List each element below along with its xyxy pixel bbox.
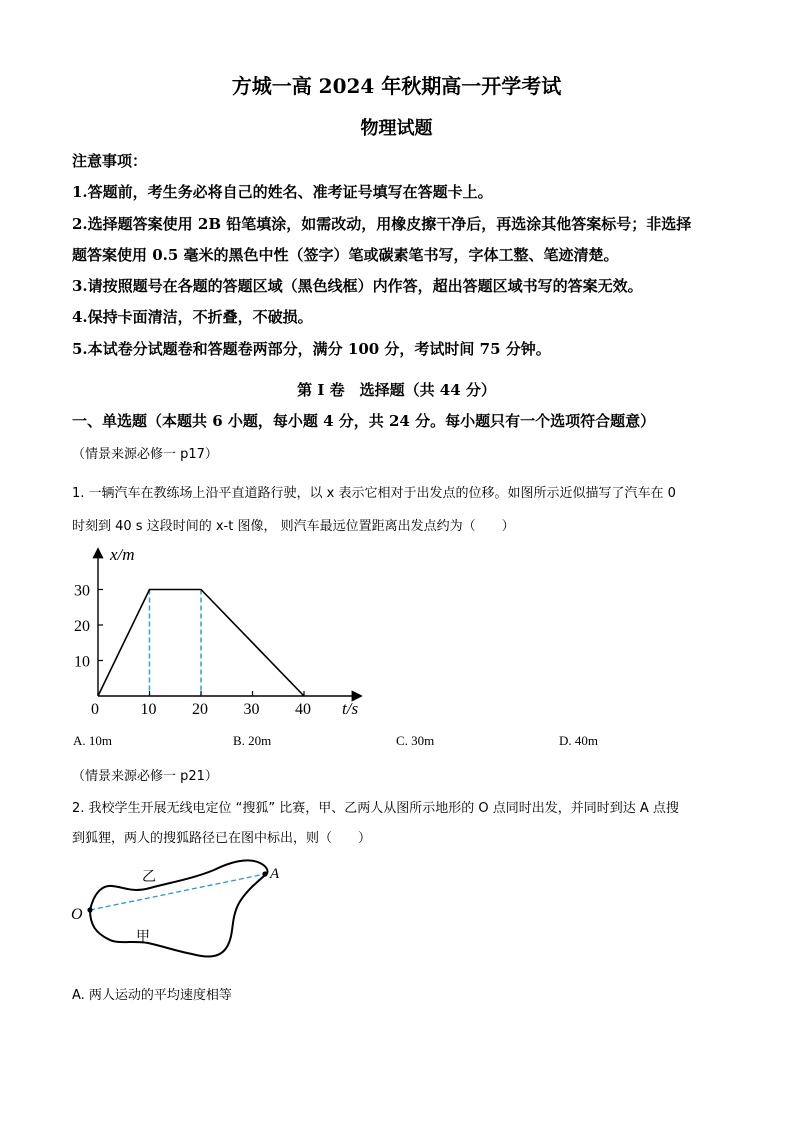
q2-text-line1: 2. 我校学生开展无线电定位 “搜狐” 比赛，甲、乙两人从图所示地形的 O 点同时出发，并同时到达 A 点搜 (72, 801, 679, 816)
q1-source: （情景来源必修一 p17） (72, 447, 218, 462)
q1-text-line1: 1. 一辆汽车在教练场上沿平直道路行驶，以 x 表示它相对于出发点的位移。如图所示近似描写了汽车在 0 (72, 486, 676, 501)
note-item: 题答案使用 0.5 毫米的黑色中性（签字）笔或碳素笔书写，字体工整、笔迹清楚。 (72, 246, 619, 264)
page-title: 方城一高 2024 年秋期高一开学考试 (231, 74, 562, 98)
q2-source: （情景来源必修一 p21） (72, 769, 218, 784)
x-tick-label: 30 (243, 701, 260, 718)
notes-heading: 注意事项： (72, 152, 148, 170)
page-subtitle: 物理试题 (360, 118, 433, 139)
label-o: O (71, 906, 83, 923)
q1-text-line2: 时刻到 40 s 这段时间的 x-t 图像， 则汽车最远位置距离出发点约为（ ） (72, 519, 515, 534)
label-jia: 甲 (136, 930, 150, 945)
y-axis-label: x/m (110, 545, 135, 564)
q2-text-line2: 到狐狸，两人的搜狐路径已在图中标出，则（ ） (72, 831, 372, 846)
y-tick-label: 30 (74, 582, 90, 600)
label-yi: 乙 (142, 870, 156, 885)
note-item: 3.请按照题号在各题的答题区域（黑色线框）内作答，超出答题区域书写的答案无效。 (72, 277, 643, 295)
note-item: 5.本试卷分试题卷和答题卷两部分，满分 100 分，考试时间 75 分钟。 (72, 340, 551, 358)
section-heading: 一、单选题（本题共 6 小题，每小题 4 分，共 24 分。每小题只有一个选项符合题意） (72, 412, 656, 430)
label-a: A (270, 866, 280, 882)
note-item: 4.保持卡面清洁，不折叠，不破损。 (72, 308, 313, 326)
point-a (262, 871, 267, 876)
x-tick-label: 20 (192, 701, 208, 718)
x-tick-label: 10 (140, 701, 157, 718)
y-tick-label: 10 (74, 653, 90, 671)
q2-option-a[interactable]: A. 两人运动的平均速度相等 (72, 988, 232, 1003)
x-tick-label: 0 (91, 701, 99, 718)
xt-graph (70, 540, 380, 725)
terrain-figure (68, 853, 288, 968)
y-tick-label: 20 (74, 618, 90, 635)
q1-option-d[interactable]: D. 40m (559, 733, 598, 748)
point-o (87, 907, 92, 912)
x-tick-label: 40 (295, 701, 311, 718)
x-axis-label: t/s (342, 699, 359, 718)
q1-option-c[interactable]: C. 30m (396, 733, 435, 748)
q1-option-a[interactable]: A. 10m (73, 733, 112, 748)
note-item: 1.答题前，考生务必将自己的姓名、准考证号填写在答题卡上。 (72, 183, 493, 201)
terrain-outline (90, 860, 267, 956)
note-item: 2.选择题答案使用 2B 铅笔填涂，如需改动，用橡皮擦干净后，再选涂其他答案标号；非选择 (72, 215, 692, 233)
q1-option-b[interactable]: B. 20m (233, 733, 272, 748)
part-heading: 第 Ⅰ 卷 选择题（共 44 分） (297, 381, 496, 399)
